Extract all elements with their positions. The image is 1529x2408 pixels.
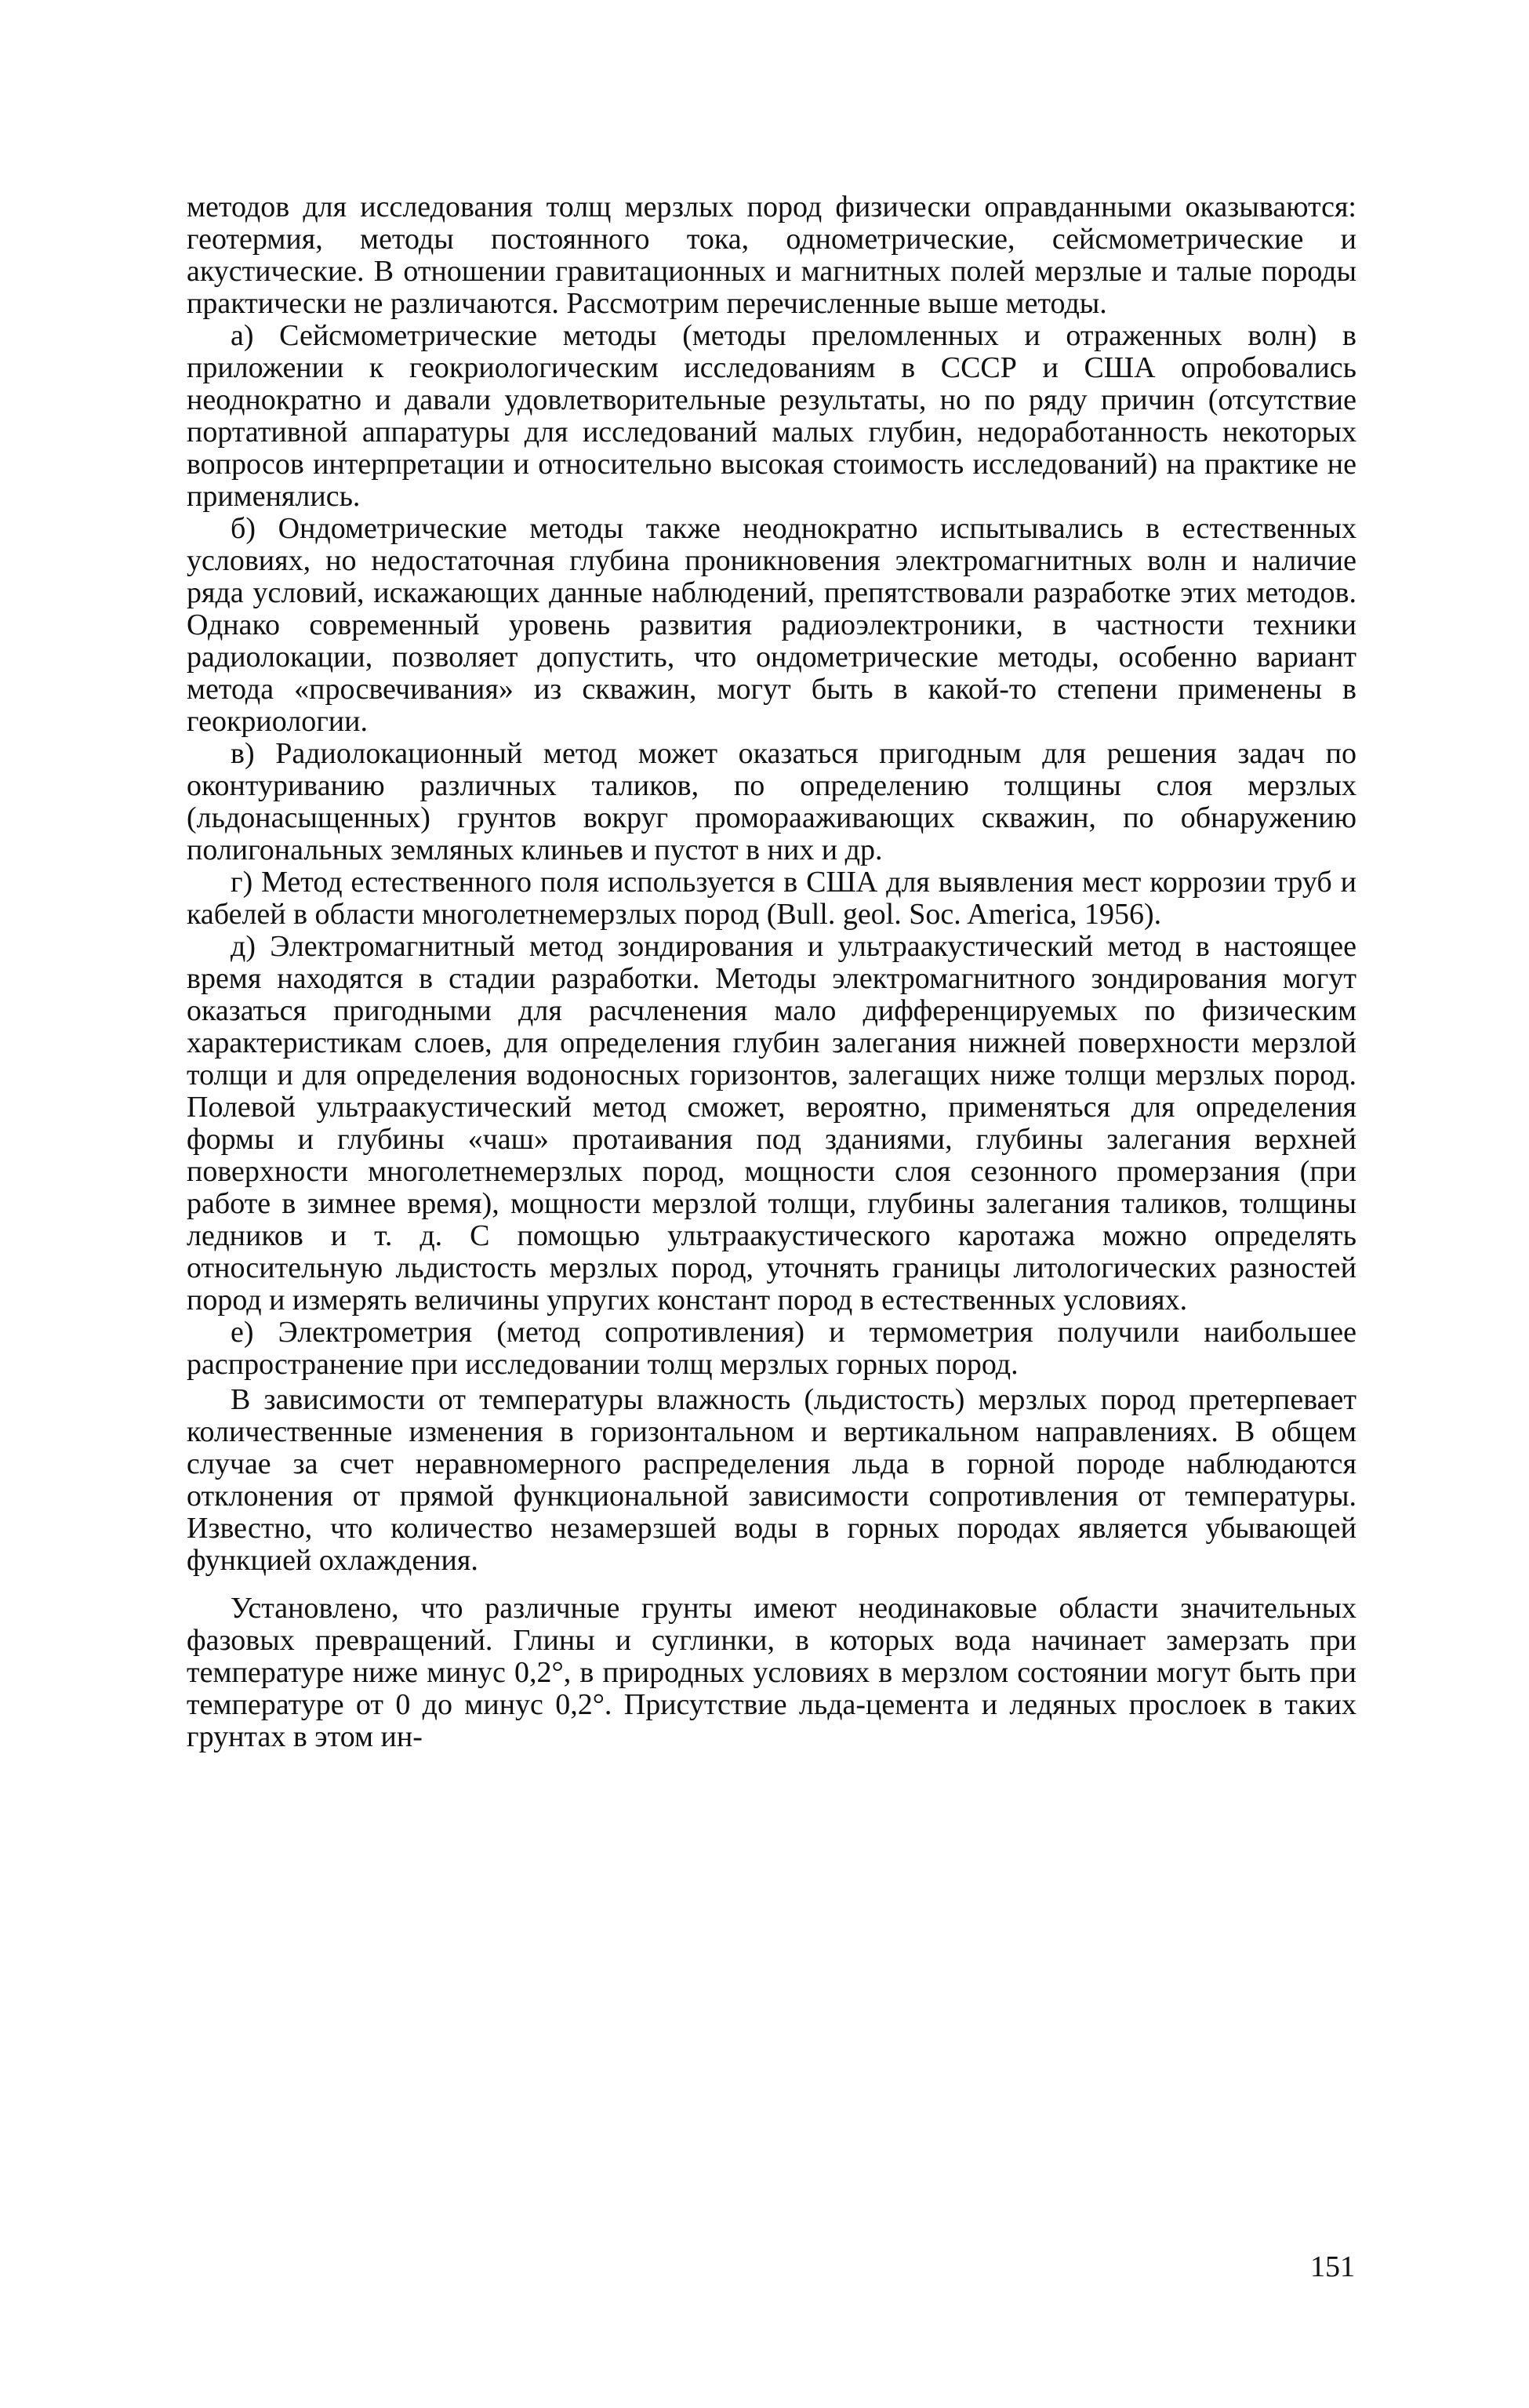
paragraph-moisture: В зависимости от температуры влажность (льдистость) мерзлых пород претерпевает количественные изменения в горизонтальном и вертикальном направлениях. В общем случае за счет неравномерного распределения льда в горной породе наблюдаются отклонения от прямой функциональной зависимости сопротивления от температуры. Известно, что количество незамерзшей воды в горных породах является убывающей функцией охлаждения.: [187, 1383, 1356, 1577]
paragraph-electromagnetic: д) Электромагнитный метод зондирования и ультраакустический метод в настоящее время находятся в стадии разработки. Методы электромагнитного зондирования могут оказаться пригодными для расчленения мало дифференцируемых по физическим характеристикам слоев, для определения глубин залегания нижней поверхности мерзлой толщи и для определения водоносных горизонтов, залегащих ниже толщи мерзлых пород. Полевой ультраакустический метод сможет, вероятно, применяться для определения формы и глубины «чаш» протаивания под зданиями, глубины залегания верхней поверхности многолетнемерзлых пород, мощности слоя сезонного промерзания (при работе в зимнее время), мощности мерзлой толщи, глубины залегания таликов, толщины ледников и т. д. С помощью ультраакустического каротажа можно определять относительную льдистость мерзлых пород, уточнять границы литологических разностей пород и измерять величины упругих констант пород в естественных условиях.: [187, 930, 1356, 1317]
paragraph-electrometry: е) Электрометрия (метод сопротивления) и термометрия получили наибольшее распространение при исследовании толщ мерзлых горных пород.: [187, 1316, 1356, 1381]
paragraph-radiolocation: в) Радиолокационный метод может оказаться пригодным для решения задач по оконтуриванию различных таликов, по определению толщины слоя мерзлых (льдонасыщенных) грунтов вокруг проморааживающих скважин, по обнаружению полигональных земляных клиньев и пустот в них и др.: [187, 737, 1356, 866]
page-number: 151: [1310, 2250, 1355, 2283]
main-text: [187, 191, 1356, 2206]
document-page: [187, 191, 1356, 2308]
paragraph-seismic: а) Сейсмометрические методы (методы преломленных и отраженных волн) в приложении к геокриологическим исследованиям в СССР и США опробовались неоднократно и давали удовлетворительные результаты, но по ряду причин (отсутствие портативной аппаратуры для исследований малых глубин, недоработанность некоторых вопросов интерпретации и относительно высокая стоимость исследований) на практике не применялись.: [187, 319, 1356, 513]
paragraph-natural-field: г) Метод естественного поля используется в США для выявления мест коррозии труб и кабелей в области многолетнемерзлых пород (Bull. geol. Soc. America, 1956).: [187, 866, 1356, 931]
paragraph-intro: методов для исследования толщ мерзлых пород физически оправданными оказываются: геотермия, методы постоянного тока, однометрические, сейсмометрические и акустические. В отношении гравитационных и магнитных полей мерзлые и талые породы практически не различаются. Рассмотрим перечисленные выше методы.: [187, 191, 1356, 320]
paragraph-soils: Установлено, что различные грунты имеют неодинаковые области значительных фазовых превращений. Глины и суглинки, в которых вода начинает замерзать при температуре ниже минус 0,2°, в природных условиях в мерзлом состоянии могут быть при температуре от 0 до минус 0,2°. Присутствие льда-цемента и ледяных прослоек в таких грунтах в этом ин-: [187, 1592, 1356, 1753]
paragraph-ondometric: б) Ондометрические методы также неоднократно испытывались в естественных условиях, но недостаточная глубина проникновения электромагнитных волн и наличие ряда условий, искажающих данные наблюдений, препятствовали разработке этих методов. Однако современный уровень развития радиоэлектроники, в частности техники радиолокации, позволяет допустить, что ондометрические методы, особенно вариант метода «просвечивания» из скважин, могут быть в какой-то степени применены в геокриологии.: [187, 512, 1356, 738]
